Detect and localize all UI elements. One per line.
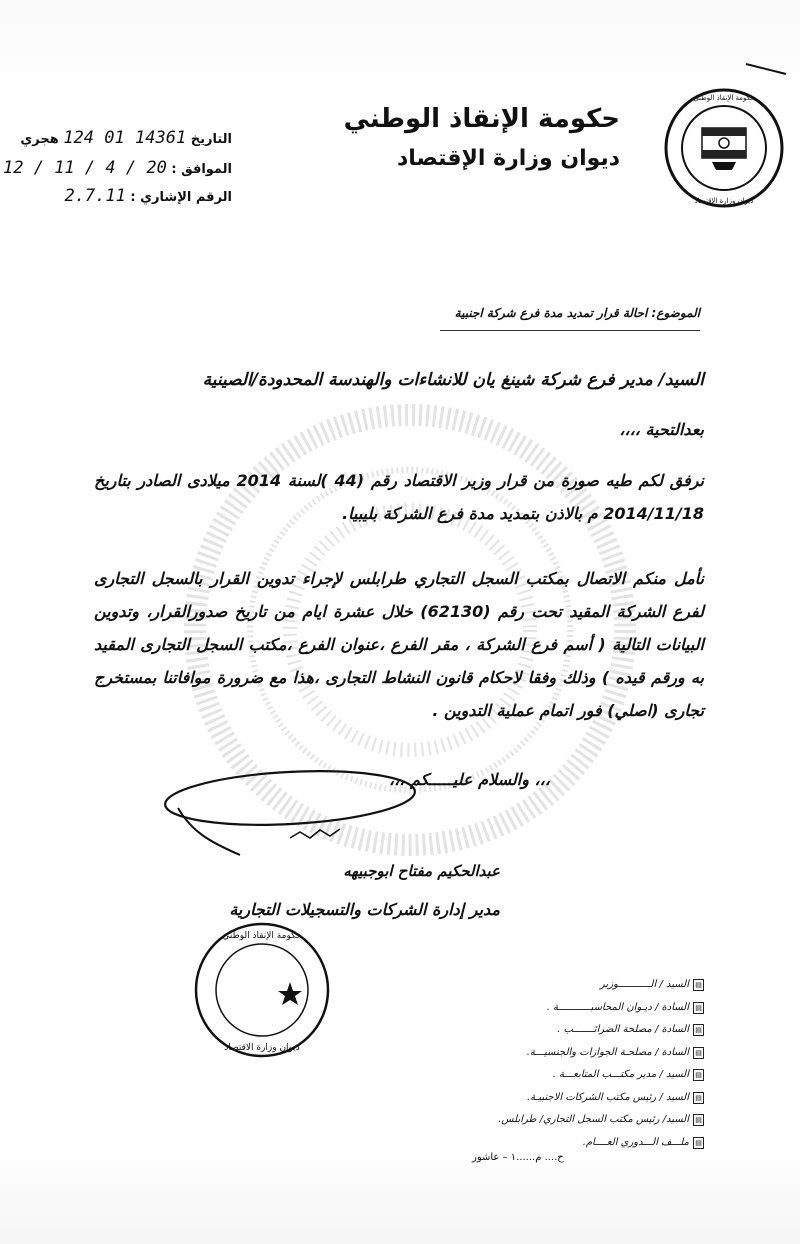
document-icon: ▤ bbox=[693, 1069, 704, 1081]
ministry-seal-icon bbox=[666, 90, 782, 206]
body-paragraph-1: نرفق لكم طيه صورة من قرار وزير الاقتصاد رقم (44 )لسنة 2014 ميلادى الصادر بتاريخ 2014/11/18 م بالاذن بتمديد مدة فرع الشركة بليبيا. bbox=[94, 471, 705, 523]
cc-item: ▤ السيد / الـــــــــــوزير bbox=[474, 974, 704, 997]
document-icon: ▤ bbox=[693, 1002, 704, 1014]
crescent-star-stamp-icon bbox=[196, 924, 328, 1056]
gregorian-date-row bbox=[2, 158, 232, 178]
date-suffix: هجري bbox=[20, 132, 59, 147]
reference-value: 2.7.11 bbox=[64, 186, 126, 206]
footer-initials: ح.... م......١ – عاشور bbox=[472, 1152, 564, 1163]
cc-item: ▤ السادة / ديـوان المحاسبـــــــــــة . bbox=[474, 997, 704, 1020]
date-row bbox=[12, 128, 232, 148]
signatory-name: عبدالحكيم مفتاح ابوجبيهه bbox=[343, 862, 500, 880]
date-value: 14361 01 124 bbox=[63, 128, 187, 148]
subject-underline bbox=[440, 330, 700, 331]
svg-text:ديوان وزارة الاقتصاد: ديوان وزارة الاقتصاد bbox=[224, 1043, 300, 1053]
document-icon: ▤ bbox=[693, 979, 704, 991]
cc-item: ▤ السيد / رئيس مكتب الشركات الاجنبيـة. bbox=[474, 1087, 704, 1110]
gregorian-label: الموافق : bbox=[171, 162, 232, 177]
reference-label: الرقم الإشاري : bbox=[130, 190, 232, 205]
addressee: السيد/ مدير فرع شركة شينغ يان للانشاءات والهندسة المحدودة/الصينية bbox=[202, 370, 704, 390]
closing-salutation: ،،، والسلام عليـــــكم ،،، bbox=[388, 770, 550, 789]
document-icon: ▤ bbox=[693, 1024, 704, 1036]
document-icon: ▤ bbox=[693, 1137, 704, 1149]
cc-item: ▤ السادة / مصلحـة الجوازات والجنسيـــة. bbox=[474, 1042, 704, 1065]
svg-text:حكومة الإنقاذ الوطني: حكومة الإنقاذ الوطني bbox=[693, 94, 755, 102]
reference-row bbox=[12, 186, 232, 206]
document-icon: ▤ bbox=[693, 1092, 704, 1104]
gregorian-value: 20 / 4 / 11 / 12 bbox=[2, 158, 167, 178]
svg-text:حكومة الإنقاذ الوطني: حكومة الإنقاذ الوطني bbox=[222, 931, 302, 941]
svg-text:ديوان وزارة الاقتصاد: ديوان وزارة الاقتصاد bbox=[694, 197, 754, 205]
cc-item: ▤ السيد / مدير مكتـــب المتابعـــة . bbox=[474, 1064, 704, 1087]
document-icon: ▤ bbox=[693, 1047, 704, 1059]
signatory-title: مدير إدارة الشركات والتسجيلات التجارية bbox=[229, 900, 500, 919]
document-icon: ▤ bbox=[693, 1114, 704, 1126]
greeting: بعدالتحية ،،،، bbox=[619, 420, 704, 439]
date-label: التاريخ bbox=[190, 132, 232, 147]
copies-list bbox=[474, 974, 704, 1154]
cc-item: ▤ ملـــف الـــدوري العــــام. bbox=[474, 1132, 704, 1155]
government-title: حكومة الإنقاذ الوطني bbox=[343, 104, 620, 134]
body-paragraph-2: نأمل منكم الاتصال بمكتب السجل التجاري طرابلس لإجراء تدوين القرار بالسجل التجارى لفرع الشركة المقيد تحت رقم (62130) خلال عشرة ايام من تاريخ صدورالقرار، وتدوين البيانات التالية ( أسم فرع الشركة ، مقر الفرع ،عنوان الفرع ،مكتب السجل التجارى المقيد به ورقم قيده ) وذلك وفقا لاحكام قانون النشاط التجارى ،هذا مع ضرورة موافاتنا بمستخرج تجارى (اصلي) فور اتمام عملية التدوين . bbox=[94, 569, 705, 720]
cc-item: ▤ السادة / مصلحة الضرائـــــــب . bbox=[474, 1019, 704, 1042]
subject-line: الموضوع: احالة قرار تمديد مدة فرع شركة اجنبية bbox=[454, 306, 700, 320]
ministry-name: ديوان وزارة الإقتصاد bbox=[396, 146, 620, 171]
cc-item: ▤ السيد/ رئيس مكتب السجل التجاري/ طرابلس. bbox=[474, 1109, 704, 1132]
